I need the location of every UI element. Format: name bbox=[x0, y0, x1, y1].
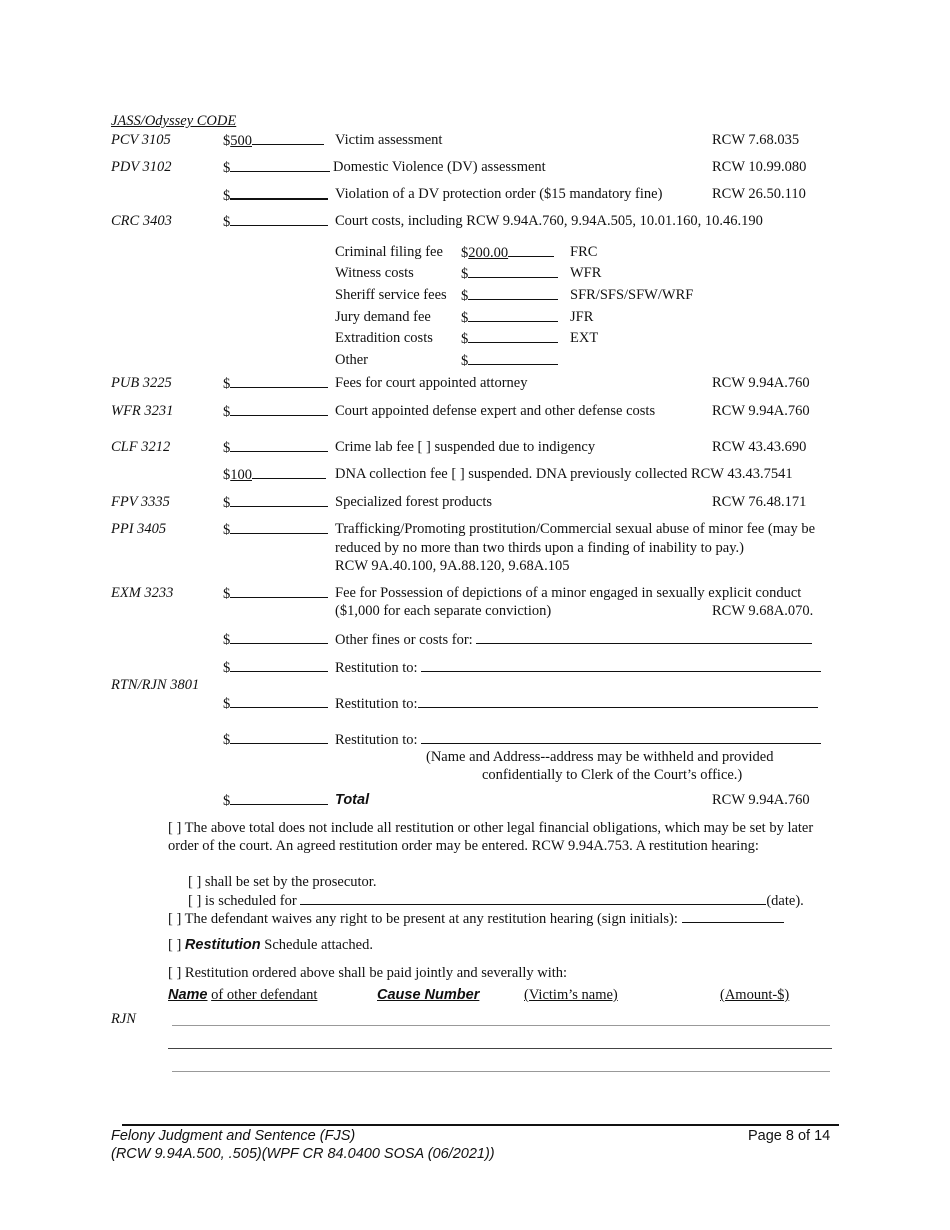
pub-rcw: RCW 9.94A.760 bbox=[712, 375, 810, 391]
restitution-schedule: [ ] Restitution Schedule attached. bbox=[168, 937, 373, 953]
crc-amount: $ bbox=[223, 212, 328, 231]
cc-witness-amount: $ bbox=[461, 264, 558, 283]
dvpo-rcw: RCW 26.50.110 bbox=[712, 186, 806, 202]
ppi-line2: reduced by no more than two thirds upon a finding of inability to pay.) bbox=[335, 540, 745, 556]
joint-line-2 bbox=[168, 1048, 832, 1049]
cc-extradition-label: Extradition costs bbox=[335, 330, 433, 346]
pub-desc: Fees for court appointed attorney bbox=[335, 375, 528, 391]
crc-desc: Court costs, including RCW 9.94A.760, 9.94A.505, 10.01.160, 10.46.190 bbox=[335, 213, 763, 229]
col-cause-number: Cause Number bbox=[377, 987, 480, 1003]
rtn3-label: Restitution to: bbox=[335, 730, 821, 749]
rtn-note1: (Name and Address--address may be withheld and provided bbox=[426, 749, 774, 765]
footer-rule bbox=[122, 1124, 839, 1126]
dvpo-amount: $ bbox=[223, 185, 328, 205]
clf-code: CLF 3212 bbox=[111, 439, 171, 455]
pcv-code: PCV 3105 bbox=[111, 132, 171, 148]
cc-filing-amount: $200.00 bbox=[461, 243, 554, 262]
cc-other-amount: $ bbox=[461, 351, 558, 370]
ppi-line1: Trafficking/Promoting prostitution/Commercial sexual abuse of minor fee (may be bbox=[335, 521, 816, 537]
cc-witness-code: WFR bbox=[570, 265, 602, 281]
cc-extradition-amount: $ bbox=[461, 329, 558, 348]
exm-line1: Fee for Possession of depictions of a minor engaged in sexually explicit conduct bbox=[335, 585, 802, 601]
exm-line2: ($1,000 for each separate conviction) bbox=[335, 603, 552, 619]
col-victim: (Victim’s name) bbox=[524, 987, 618, 1003]
pcv-amount: $500 bbox=[223, 131, 324, 150]
rtn2-label: Restitution to: bbox=[335, 694, 818, 713]
restitution-opt-prosecutor: [ ] shall be set by the prosecutor. bbox=[188, 874, 377, 890]
ppi-code: PPI 3405 bbox=[111, 521, 167, 537]
exm-amount: $ bbox=[223, 584, 328, 603]
cc-jury-amount: $ bbox=[461, 308, 558, 327]
fpv-rcw: RCW 76.48.171 bbox=[712, 494, 807, 510]
wfr-rcw: RCW 9.94A.760 bbox=[712, 403, 810, 419]
wfr-desc: Court appointed defense expert and other defense costs bbox=[335, 403, 656, 419]
fpv-code: FPV 3335 bbox=[111, 494, 170, 510]
pdv-code: PDV 3102 bbox=[111, 159, 172, 175]
cc-extradition-code: EXT bbox=[570, 330, 599, 346]
footer-citation: (RCW 9.94A.500, .505)(WPF CR 84.0400 SOSA (06/2021)) bbox=[111, 1146, 495, 1162]
pcv-rcw: RCW 7.68.035 bbox=[712, 132, 800, 148]
exm-code: EXM 3233 bbox=[111, 585, 174, 601]
cc-sheriff-amount: $ bbox=[461, 286, 558, 305]
crc-code: CRC 3403 bbox=[111, 213, 172, 229]
pdv-amount: $ bbox=[223, 158, 330, 177]
ppi-line3: RCW 9A.40.100, 9A.88.120, 9.68A.105 bbox=[335, 558, 570, 574]
ppi-amount: $ bbox=[223, 520, 328, 539]
cc-sheriff-label: Sheriff service fees bbox=[335, 287, 447, 303]
rjn-code: RJN bbox=[111, 1011, 136, 1027]
clf-amount: $ bbox=[223, 438, 328, 457]
cc-filing-label: Criminal filing fee bbox=[335, 244, 443, 260]
col-amount: (Amount-$) bbox=[720, 987, 790, 1003]
clf-rcw: RCW 43.43.690 bbox=[712, 439, 807, 455]
dna-desc: DNA collection fee [ ] suspended. DNA previously collected RCW 43.43.7541 bbox=[335, 466, 793, 482]
total-amount: $ bbox=[223, 791, 328, 810]
pdv-desc: Domestic Violence (DV) assessment bbox=[333, 159, 546, 175]
pdv-rcw: RCW 10.99.080 bbox=[712, 159, 807, 175]
page-number: Page 8 of 14 bbox=[748, 1128, 831, 1144]
restitution-opt-scheduled: [ ] is scheduled for (date). bbox=[188, 893, 804, 909]
restitution-waive: [ ] The defendant waives any right to be present at any restitution hearing (sign initials): bbox=[168, 909, 784, 928]
total-label: Total bbox=[335, 792, 370, 808]
cc-other-label: Other bbox=[335, 352, 369, 368]
pub-code: PUB 3225 bbox=[111, 375, 172, 391]
other-desc: Other fines or costs for: bbox=[335, 630, 812, 649]
total-rcw: RCW 9.94A.760 bbox=[712, 792, 810, 808]
code-heading: JASS/Odyssey CODE bbox=[111, 113, 237, 129]
wfr-amount: $ bbox=[223, 402, 328, 421]
restitution-joint: [ ] Restitution ordered above shall be paid jointly and severally with: bbox=[168, 965, 568, 981]
fpv-amount: $ bbox=[223, 493, 328, 512]
rtn3-amount: $ bbox=[223, 730, 328, 749]
pcv-desc: Victim assessment bbox=[335, 132, 443, 148]
dvpo-desc: Violation of a DV protection order ($15 mandatory fine) bbox=[335, 186, 663, 202]
cc-sheriff-code: SFR/SFS/SFW/WRF bbox=[570, 287, 694, 303]
exm-rcw: RCW 9.68A.070. bbox=[712, 603, 814, 619]
col-name: Name of other defendant bbox=[168, 987, 318, 1003]
pub-amount: $ bbox=[223, 374, 328, 393]
cc-filing-code: FRC bbox=[570, 244, 598, 260]
fpv-desc: Specialized forest products bbox=[335, 494, 493, 510]
footer-title: Felony Judgment and Sentence (FJS) bbox=[111, 1128, 356, 1144]
rtn1-label: Restitution to: bbox=[335, 658, 821, 677]
cc-witness-label: Witness costs bbox=[335, 265, 414, 281]
rtn-note2: confidentially to Clerk of the Court’s office.) bbox=[482, 767, 743, 783]
cc-jury-code: JFR bbox=[570, 309, 594, 325]
joint-line-1 bbox=[172, 1025, 830, 1026]
cc-jury-label: Jury demand fee bbox=[335, 309, 431, 325]
wfr-code: WFR 3231 bbox=[111, 403, 174, 419]
rtn2-amount: $ bbox=[223, 694, 328, 713]
other-amount: $ bbox=[223, 630, 328, 649]
joint-line-3 bbox=[172, 1071, 830, 1072]
rtn-code: RTN/RJN 3801 bbox=[111, 677, 200, 693]
rtn1-amount: $ bbox=[223, 658, 328, 677]
restitution-paragraph: [ ] The above total does not include all restitution or other legal financial obligations, which may be set by later order of the court. An agreed restitution order may be entered. RCW 9.94A.753. A restitution hearing: bbox=[168, 820, 814, 854]
dna-amount: $100 bbox=[223, 465, 326, 484]
clf-desc: Crime lab fee [ ] suspended due to indigency bbox=[335, 439, 596, 455]
